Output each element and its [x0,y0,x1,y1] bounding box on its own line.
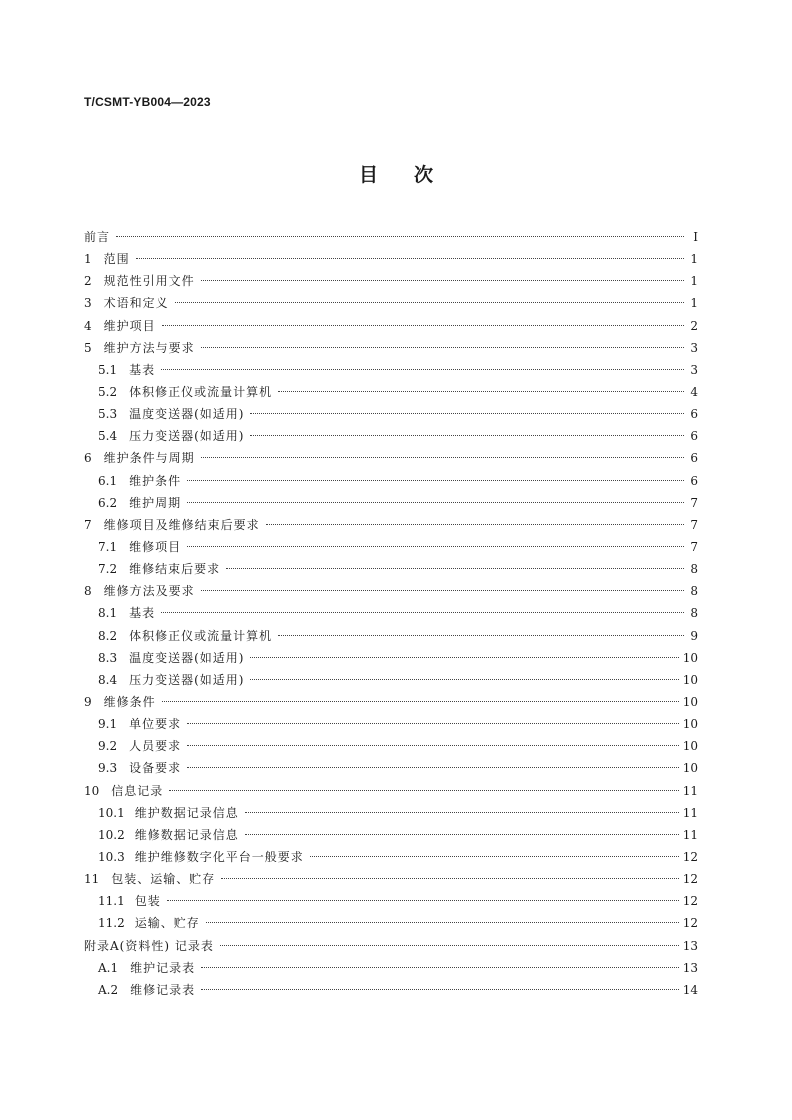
toc-entry-page: 6 [690,473,698,488]
toc-leader-dots [250,413,684,414]
toc-entry-title: 维修条件 [103,694,156,709]
toc-entry-title: 维修方法及要求 [103,584,195,599]
toc-entry[interactable] [84,270,698,292]
toc-entry-page: 12 [682,849,698,864]
toc-leader-dots [161,369,684,370]
toc-entry-page: 6 [690,451,698,466]
toc-entry[interactable] [84,315,698,337]
toc-entry[interactable] [84,292,698,314]
toc-leader-dots [206,922,679,923]
toc-entry-page: 7 [690,517,698,532]
toc-entry-title: 信息记录 [111,783,164,798]
toc-entry-page: 13 [682,960,698,975]
toc-leader-dots [175,302,684,303]
toc-entry[interactable] [84,625,698,647]
toc-leader-dots [250,679,678,680]
toc-entry[interactable] [84,248,698,270]
toc-entry-page: 7 [690,539,698,554]
toc-entry-page: 13 [682,938,698,953]
toc-entry-title: 包装、运输、贮存 [111,872,216,887]
toc-entry[interactable] [84,359,698,381]
toc-entry-number: 6.1 [98,473,118,488]
toc-entry-title: 维护记录表 [130,960,196,975]
toc-leader-dots [250,435,684,436]
toc-entry-title: 温度变送器(如适用) [129,407,245,422]
toc-leader-dots [116,236,684,237]
toc-leader-dots [245,834,679,835]
toc-entry-page: 10 [682,694,698,709]
toc-entry[interactable] [84,536,698,558]
toc-entry-page: 4 [690,384,698,399]
toc-entry-title: 维修记录表 [130,982,196,997]
toc-entry-title: 单位要求 [129,717,182,732]
toc-leader-dots [226,568,684,569]
toc-entry-title: 体积修正仪或流量计算机 [129,628,273,643]
toc-entry-title: 基表 [129,362,156,377]
toc-entry-title: 维护维修数字化平台一般要求 [134,849,304,864]
toc-entry-number: 4 [84,318,92,333]
toc-entry-page: 10 [682,650,698,665]
toc-leader-dots [187,546,684,547]
toc-entry[interactable] [84,890,698,912]
toc-entry-title: 前言 [84,230,111,244]
toc-leader-dots [310,856,679,857]
toc-entry-number: 9 [84,694,92,709]
toc-entry-page: 10 [682,672,698,687]
toc-entry-page: 8 [690,606,698,621]
toc-entry-title: 范围 [103,252,130,267]
toc-entry-page: 2 [690,318,698,333]
toc-entry-title: 压力变送器(如适用) [129,672,245,687]
toc-entry-title: 温度变送器(如适用) [129,650,245,665]
toc-entry[interactable] [84,691,698,713]
toc-leader-dots [201,967,679,968]
toc-entry-number: 5.1 [98,362,118,377]
toc-entry-number: 6.2 [98,495,118,510]
toc-entry-page: 1 [690,252,698,267]
toc-entry[interactable] [84,979,698,1001]
toc-leader-dots [162,701,679,702]
toc-entry[interactable] [84,403,698,425]
toc-entry-page: 11 [682,783,698,798]
toc-entry[interactable] [84,802,698,824]
toc-leader-dots [187,480,684,481]
toc-entry-page: 14 [682,982,698,997]
toc-entry-title: 术语和定义 [103,296,169,311]
toc-entry-title: 规范性引用文件 [103,274,195,289]
toc-entry-page: 3 [690,362,698,377]
toc-entry[interactable] [84,669,698,691]
toc-entry-page: 9 [690,628,698,643]
toc-entry-number: 10.2 [98,827,125,842]
toc-entry-number: 5.4 [98,429,118,444]
toc-entry-title: 维护方法与要求 [103,340,195,355]
toc-entry[interactable] [84,846,698,868]
toc-entry-number: 7.2 [98,562,118,577]
toc-entry[interactable] [84,713,698,735]
toc-entry[interactable] [84,757,698,779]
toc-leader-dots [161,612,684,613]
toc-entry-number: 1 [84,252,92,267]
toc-entry-title: 维修项目及维修结束后要求 [103,517,260,532]
toc-entry[interactable] [84,470,698,492]
toc-entry-number: 3 [84,296,92,311]
toc-entry[interactable] [84,492,698,514]
toc-entry-number: 8.3 [98,650,118,665]
toc-leader-dots [201,989,679,990]
toc-entry-number: 6 [84,451,92,466]
toc-entry-page: 12 [682,916,698,931]
toc-entry-number: 8.2 [98,628,118,643]
toc-entry-number: 5 [84,340,92,355]
toc-entry-title: 基表 [129,606,156,621]
toc-leader-dots [201,590,684,591]
toc-entry[interactable] [84,780,698,802]
toc-entry-page: I [693,230,698,244]
toc-leader-dots [201,280,684,281]
toc-entry[interactable] [84,337,698,359]
toc-entry-number: 10 [84,783,100,798]
toc-entry-page: 10 [682,717,698,732]
toc-entry-title: 维修数据记录信息 [134,827,239,842]
toc-entry-page: 11 [682,827,698,842]
toc-entry-title: 维护项目 [103,318,156,333]
toc-leader-dots [167,900,679,901]
table-of-contents [84,226,698,1001]
toc-entry-number: 9.3 [98,761,118,776]
toc-entry-page: 12 [682,894,698,909]
toc-leader-dots [220,945,679,946]
toc-entry-title: 维护条件与周期 [103,451,195,466]
toc-leader-dots [278,635,684,636]
toc-entry-number: 7.1 [98,539,118,554]
toc-entry-page: 1 [690,274,698,289]
toc-entry-page: 7 [690,495,698,510]
toc-leader-dots [169,790,678,791]
toc-entry[interactable] [84,735,698,757]
toc-entry-title: 维护周期 [129,495,182,510]
toc-leader-dots [250,657,678,658]
toc-leader-dots [162,325,684,326]
toc-entry-number: 10.1 [98,805,125,820]
toc-leader-dots [266,524,684,525]
toc-entry-page: 8 [690,562,698,577]
toc-entry-number: 2 [84,274,92,289]
toc-entry[interactable] [84,580,698,602]
toc-entry-title: 压力变送器(如适用) [129,429,245,444]
toc-leader-dots [245,812,679,813]
toc-entry[interactable] [84,558,698,580]
toc-entry[interactable] [84,514,698,536]
toc-entry-title: 运输、贮存 [134,916,200,931]
toc-entry[interactable] [84,824,698,846]
toc-leader-dots [201,457,684,458]
toc-leader-dots [187,502,684,503]
toc-leader-dots [187,767,679,768]
toc-entry-title: 体积修正仪或流量计算机 [129,384,273,399]
toc-entry[interactable] [84,868,698,890]
toc-entry-number: A.2 [98,982,119,997]
toc-entry-page: 6 [690,429,698,444]
toc-entry-number: 10.3 [98,849,125,864]
toc-entry[interactable] [84,447,698,469]
toc-leader-dots [136,258,684,259]
toc-entry-number: 11 [84,872,100,887]
toc-entry[interactable] [84,381,698,403]
toc-entry-page: 10 [682,739,698,754]
toc-entry-number: A.1 [98,960,119,975]
toc-entry-number: 8.4 [98,672,118,687]
toc-leader-dots [187,745,679,746]
toc-entry-page: 6 [690,407,698,422]
toc-entry-number: 9.1 [98,717,118,732]
toc-entry-number: 8 [84,584,92,599]
toc-entry-title: 包装 [134,894,161,909]
toc-entry-page: 10 [682,761,698,776]
toc-entry-number: 7 [84,517,92,532]
page-title: 目次 [358,164,469,186]
toc-entry-number: 5.2 [98,384,118,399]
toc-entry-page: 3 [690,340,698,355]
toc-leader-dots [187,723,679,724]
toc-entry-page: 11 [682,805,698,820]
toc-entry[interactable] [84,935,698,957]
toc-entry-title: 维修项目 [129,539,182,554]
toc-entry-number: 9.2 [98,739,118,754]
toc-entry-title: 维修结束后要求 [129,562,221,577]
toc-entry-number: 8.1 [98,606,118,621]
toc-entry-number: 11.2 [98,916,125,931]
toc-entry[interactable] [84,912,698,934]
toc-entry-page: 12 [682,872,698,887]
toc-entry-number: 11.1 [98,894,125,909]
toc-entry-title: 维护数据记录信息 [134,805,239,820]
document-id: T/CSMT-YB004—2023 [84,95,211,109]
toc-leader-dots [201,347,684,348]
toc-entry-number: 5.3 [98,407,118,422]
toc-leader-dots [221,878,678,879]
toc-entry[interactable] [84,226,698,248]
toc-entry[interactable] [84,602,698,624]
toc-entry-title: 维护条件 [129,473,182,488]
toc-entry[interactable] [84,957,698,979]
toc-entry[interactable] [84,647,698,669]
toc-entry[interactable] [84,425,698,447]
toc-entry-page: 1 [690,296,698,311]
toc-leader-dots [278,391,684,392]
toc-entry-title: 设备要求 [129,761,182,776]
toc-entry-title: 附录A(资料性) 记录表 [84,938,214,953]
toc-entry-page: 8 [690,584,698,599]
toc-entry-title: 人员要求 [129,739,182,754]
